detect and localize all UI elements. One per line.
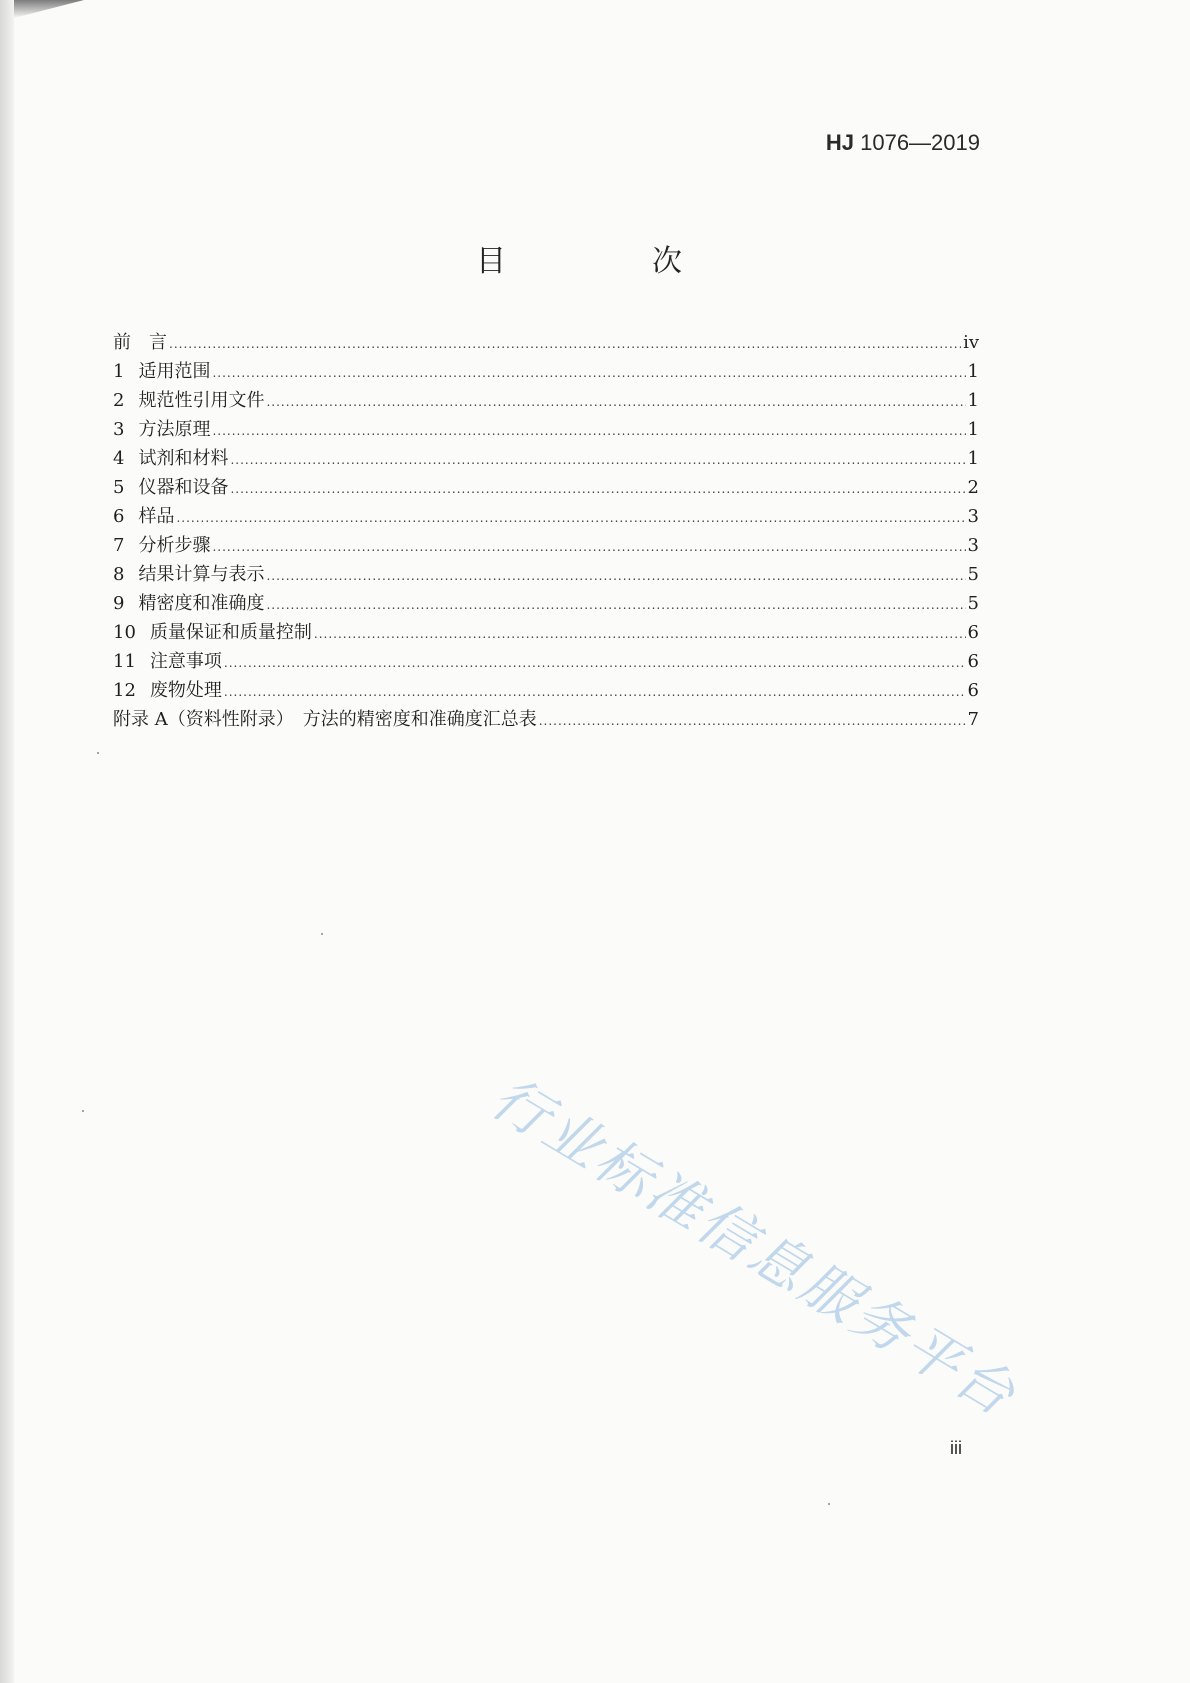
toc-entry[interactable] (113, 560, 979, 589)
toc-entry[interactable] (113, 444, 979, 473)
standard-prefix: HJ (825, 130, 854, 155)
toc-leader-dots (212, 417, 965, 446)
table-of-contents (113, 328, 979, 734)
toc-entry-label: 附录 A（资料性附录） 方法的精密度和准确度汇总表 (113, 709, 537, 730)
toc-entry-page: 1 (967, 361, 979, 382)
toc-entry-number: 3 (113, 419, 125, 440)
watermark: 行业标准信息服务平台 (480, 1065, 1029, 1431)
toc-leader-dots (224, 678, 966, 707)
toc-entry-number: 6 (113, 506, 125, 527)
toc-leader-dots (212, 359, 965, 388)
page-title: 目 次 (476, 244, 740, 279)
toc-entry[interactable] (113, 328, 979, 357)
toc-entry[interactable] (113, 357, 979, 386)
standard-number: 1076—2019 (860, 130, 980, 155)
toc-entry-label: 注意事项 (149, 651, 222, 672)
toc-entry-number: 5 (113, 477, 125, 498)
toc-entry[interactable] (113, 618, 979, 647)
toc-entry[interactable] (113, 647, 979, 676)
scan-speck (97, 752, 99, 754)
toc-leader-dots (169, 330, 961, 359)
toc-entry[interactable] (113, 589, 979, 618)
toc-entry-page: 7 (967, 709, 979, 730)
toc-entry-page: 1 (967, 390, 979, 411)
toc-leader-dots (539, 707, 966, 736)
toc-entry-number: 7 (113, 535, 125, 556)
toc-leader-dots (230, 446, 965, 475)
toc-entry-page: 6 (967, 680, 979, 701)
toc-leader-dots (266, 562, 965, 591)
toc-entry-label: 仪器和设备 (138, 477, 229, 498)
toc-leader-dots (224, 649, 966, 678)
page-number: iii (950, 1438, 962, 1458)
scan-speck (321, 933, 323, 935)
toc-entry-page: 3 (967, 506, 979, 527)
toc-entry[interactable] (113, 502, 979, 531)
scan-speck (828, 1503, 830, 1505)
toc-entry-page: 6 (967, 622, 979, 643)
toc-entry[interactable] (113, 676, 979, 705)
toc-entry[interactable] (113, 705, 979, 734)
toc-entry-page: 6 (967, 651, 979, 672)
toc-entry[interactable] (113, 531, 979, 560)
toc-entry-page: 1 (967, 448, 979, 469)
toc-entry-page: 5 (967, 593, 979, 614)
toc-entry-label: 样品 (138, 506, 175, 527)
toc-entry-page: 2 (967, 477, 979, 498)
scan-speck (82, 1110, 84, 1112)
toc-entry-number: 2 (113, 390, 125, 411)
toc-entry[interactable] (113, 386, 979, 415)
toc-entry[interactable] (113, 415, 979, 444)
toc-leader-dots (176, 504, 965, 533)
toc-entry-number: 12 (113, 680, 136, 701)
toc-leader-dots (266, 591, 965, 620)
toc-entry-label: 前 言 (113, 332, 167, 353)
toc-entry-page: 1 (967, 419, 979, 440)
toc-entry-number: 1 (113, 361, 125, 382)
toc-leader-dots (266, 388, 965, 417)
toc-entry-label: 质量保证和质量控制 (149, 622, 312, 643)
toc-leader-dots (314, 620, 966, 649)
toc-entry-number: 4 (113, 448, 125, 469)
toc-entry-page: iv (963, 332, 979, 353)
toc-entry-label: 废物处理 (149, 680, 222, 701)
toc-entry-number: 9 (113, 593, 125, 614)
toc-entry-number: 11 (113, 651, 136, 672)
toc-entry-label: 适用范围 (138, 361, 211, 382)
toc-leader-dots (212, 533, 965, 562)
toc-leader-dots (230, 475, 965, 504)
toc-entry-label: 结果计算与表示 (138, 564, 265, 585)
toc-entry[interactable] (113, 473, 979, 502)
toc-entry-number: 8 (113, 564, 125, 585)
toc-entry-number: 10 (113, 622, 136, 643)
toc-entry-label: 精密度和准确度 (138, 593, 265, 614)
toc-entry-page: 5 (967, 564, 979, 585)
toc-entry-label: 试剂和材料 (138, 448, 229, 469)
scan-corner-shadow (14, 0, 84, 18)
toc-entry-page: 3 (967, 535, 979, 556)
toc-entry-label: 分析步骤 (138, 535, 211, 556)
standard-code (820, 130, 980, 156)
toc-entry-label: 规范性引用文件 (138, 390, 265, 411)
toc-entry-label: 方法原理 (138, 419, 211, 440)
